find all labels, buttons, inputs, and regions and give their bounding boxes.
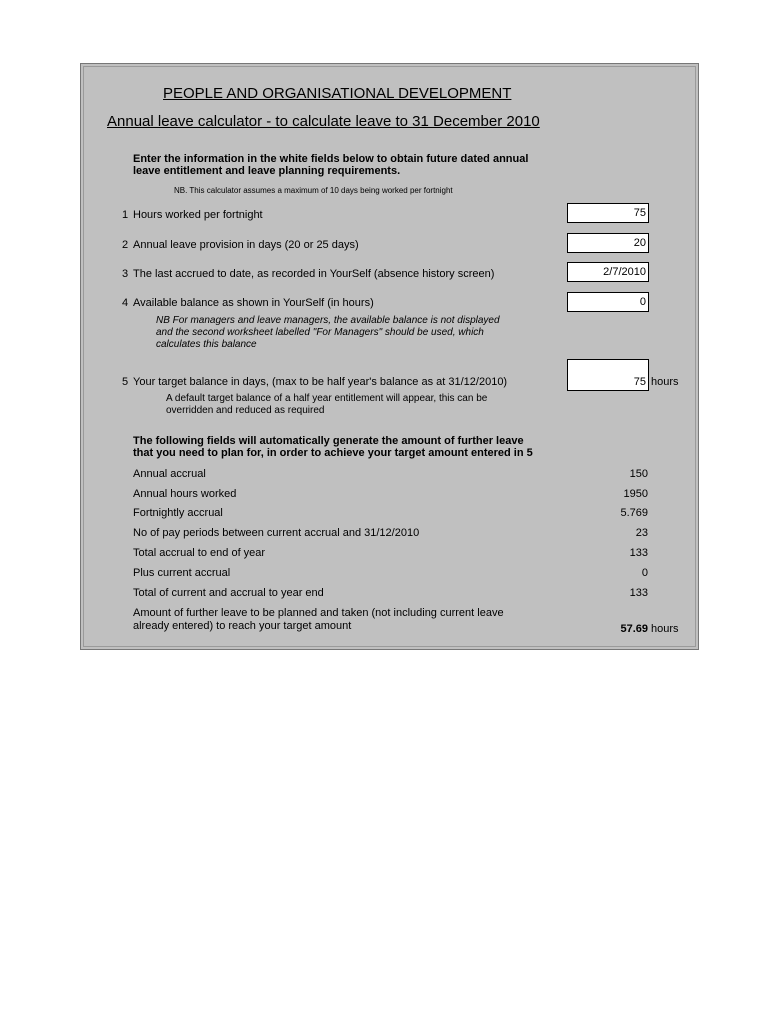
result-label-fortnightly-accrual: Fortnightly accrual bbox=[133, 507, 223, 519]
result-value-annual-hours: 1950 bbox=[623, 488, 648, 500]
input-5-label: Your target balance in days, (max to be half year's balance as at 31/12/2010) bbox=[133, 376, 508, 388]
input-2-number: 2 bbox=[122, 239, 129, 251]
managers-note-line-3: calculates this balance bbox=[156, 339, 257, 350]
result-label-total-accrual: Total accrual to end of year bbox=[133, 547, 266, 559]
target-balance-unit: hours bbox=[651, 376, 679, 388]
target-note-line-1: A default target balance of a half year entitlement will appear, this can be bbox=[166, 393, 488, 404]
result-label-current-accrual: Plus current accrual bbox=[133, 567, 231, 579]
last-accrued-date-input[interactable] bbox=[567, 262, 649, 282]
available-balance-input[interactable] bbox=[567, 292, 649, 312]
input-1-label: Hours worked per fortnight bbox=[133, 209, 263, 221]
result-label-total-current: Total of current and accrual to year end bbox=[133, 587, 324, 599]
input-3-label: The last accrued to date, as recorded in YourSelf (absence history screen) bbox=[133, 268, 495, 280]
result-value-current-accrual: 0 bbox=[641, 567, 648, 579]
instruction-line-1: Enter the information in the white fields below to obtain future dated annual bbox=[133, 153, 529, 165]
input-4-number: 4 bbox=[122, 297, 129, 309]
leave-provision-input[interactable] bbox=[567, 233, 649, 253]
department-title: PEOPLE AND ORGANISATIONAL DEVELOPMENT bbox=[163, 85, 512, 102]
auto-intro-line-1: The following fields will automatically generate the amount of further leave bbox=[133, 435, 524, 447]
result-label-pay-periods: No of pay periods between current accrual and 31/12/2010 bbox=[133, 527, 420, 539]
input-1-number: 1 bbox=[122, 209, 129, 221]
input-3-number: 3 bbox=[122, 268, 129, 280]
managers-note-line-1: NB For managers and leave managers, the available balance is not displayed bbox=[156, 315, 500, 326]
result-value-total-accrual: 133 bbox=[629, 547, 648, 559]
result-value-pay-periods: 23 bbox=[635, 527, 648, 539]
calculator-title: Annual leave calculator - to calculate leave to 31 December 2010 bbox=[107, 113, 540, 130]
hours-per-fortnight-input[interactable] bbox=[567, 203, 649, 223]
target-balance-input[interactable] bbox=[567, 359, 649, 391]
final-leave-value: 57.69 bbox=[620, 623, 648, 635]
auto-intro-line-2: that you need to plan for, in order to achieve your target amount entered in 5 bbox=[133, 447, 533, 459]
result-value-annual-accrual: 150 bbox=[629, 468, 648, 480]
input-4-label: Available balance as shown in YourSelf (in hours) bbox=[133, 297, 374, 309]
result-value-total-current: 133 bbox=[629, 587, 648, 599]
managers-note-line-2: and the second worksheet labelled "For Managers" should be used, which bbox=[156, 327, 484, 338]
nb-note: NB. This calculator assumes a maximum of 10 days being worked per fortnight bbox=[174, 186, 453, 195]
target-note-line-2: overridden and reduced as required bbox=[166, 405, 325, 416]
input-2-label: Annual leave provision in days (20 or 25 days) bbox=[133, 239, 359, 251]
final-leave-unit: hours bbox=[651, 623, 679, 635]
calculator-panel bbox=[80, 63, 699, 650]
final-label-line-2: already entered) to reach your target amount bbox=[133, 620, 352, 632]
result-label-annual-hours: Annual hours worked bbox=[133, 488, 237, 500]
input-5-number: 5 bbox=[122, 376, 129, 388]
final-label-line-1: Amount of further leave to be planned and taken (not including current leave bbox=[133, 607, 504, 619]
instruction-line-2: leave entitlement and leave planning requirements. bbox=[133, 165, 401, 177]
result-value-fortnightly-accrual: 5.769 bbox=[620, 507, 648, 519]
result-label-annual-accrual: Annual accrual bbox=[133, 468, 206, 480]
